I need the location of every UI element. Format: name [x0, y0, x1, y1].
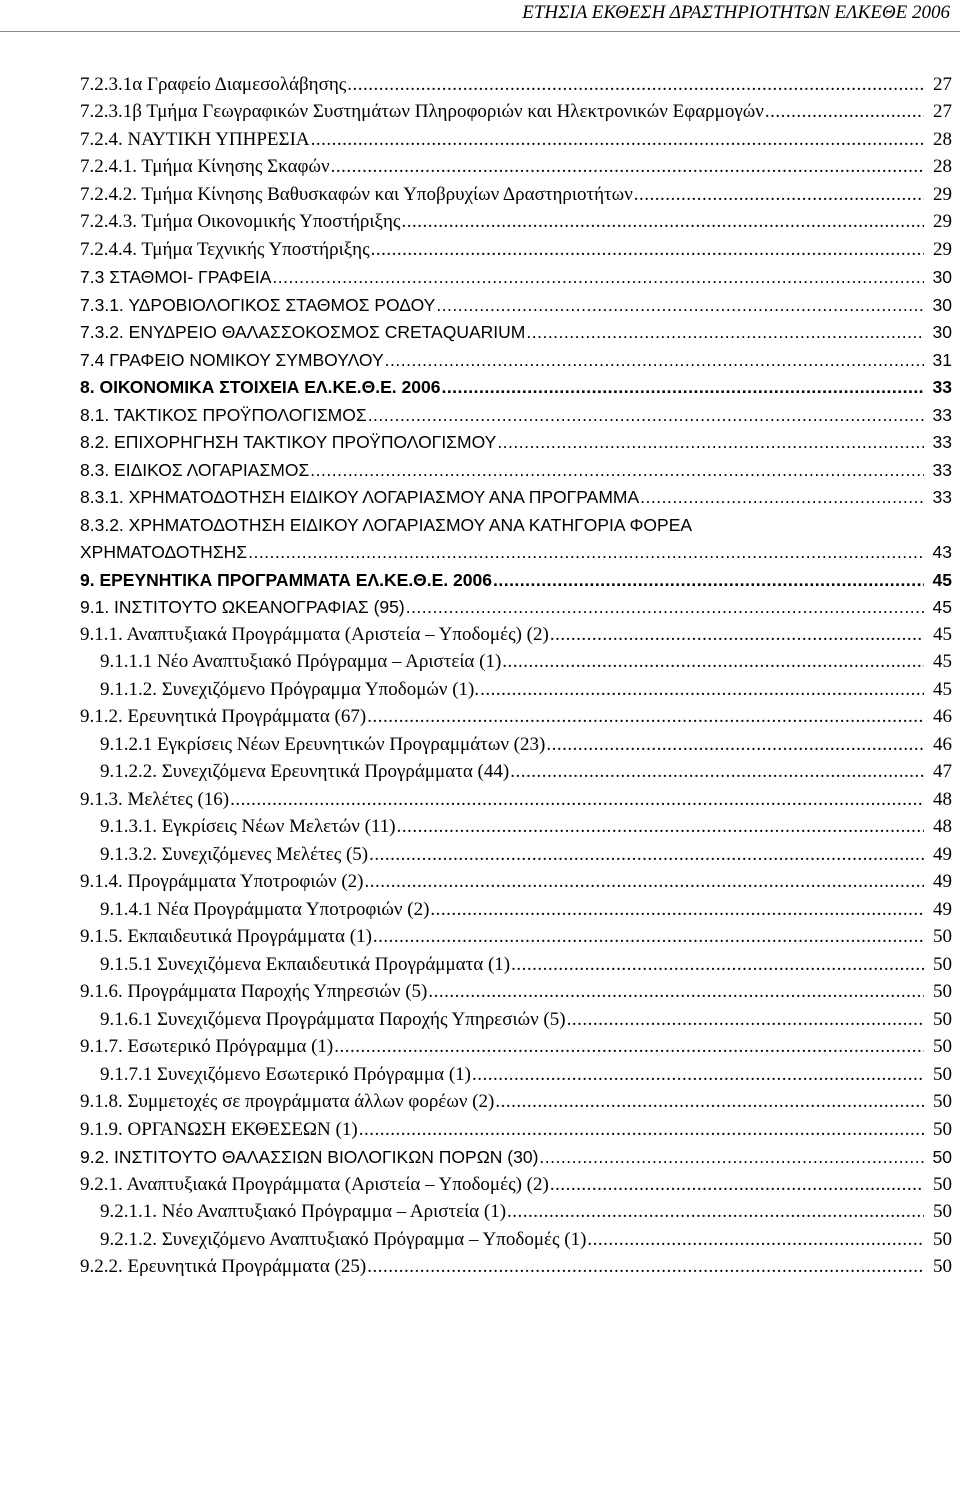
toc-entry-label: 9.1.2.1 Εγκρίσεις Νέων Ερευνητικών Προγραμμάτων (23) [100, 733, 546, 755]
toc-entry-label: 7.2.3.1α Γραφείο Διαμεσολάβησης [80, 73, 347, 95]
toc-page-number: 49 [933, 871, 952, 892]
toc-page-number: 45 [933, 651, 952, 672]
dot-leader [546, 732, 924, 758]
dot-leader [526, 319, 924, 345]
dot-leader [369, 842, 924, 868]
dot-leader [310, 457, 924, 483]
toc-entry[interactable] [0, 1143, 960, 1171]
toc-page-number: 31 [932, 349, 952, 370]
toc-entry-label: 7.2.3.1β Τμήμα Γεωγραφικών Συστημάτων Πληροφοριών και Ηλεκτρονικών Εφαρμογών [80, 101, 764, 122]
toc-entry-label: 9.1.2.2. Συνεχιζόμενα Ερευνητικά Προγράμματα (44) [100, 761, 510, 782]
toc-entry[interactable] [0, 1005, 960, 1033]
toc-page-number: 28 [933, 128, 952, 150]
toc-entry[interactable] [0, 98, 960, 126]
dot-leader [230, 787, 924, 813]
toc-entry[interactable] [0, 923, 960, 951]
dot-leader [765, 99, 924, 125]
toc-entry[interactable] [0, 125, 960, 153]
dot-leader [539, 1144, 924, 1170]
toc-entry-label: 7.2.4. ΝΑΥΤΙΚΗ ΥΠΗΡΕΣΙΑ [80, 128, 310, 150]
dot-leader [430, 897, 924, 923]
dot-leader [397, 814, 924, 840]
toc-entry-label: 9. ΕΡΕΥΝΗΤΙΚΑ ΠΡΟΓΡΑΜΜΑΤΑ ΕΛ.ΚΕ.Θ.Ε. 2006 [80, 569, 492, 590]
dot-leader [510, 759, 924, 785]
toc-page-number: 50 [933, 1173, 952, 1195]
toc-entry-label: 9.1.3. Μελέτες (16) [80, 788, 230, 810]
toc-entry[interactable] [0, 1225, 960, 1253]
toc-page-number: 49 [933, 898, 952, 920]
toc-page-number: 33 [932, 432, 952, 452]
toc-entry-label: 7.2.4.4. Τμήμα Τεχνικής Υποστήριξης [80, 238, 370, 260]
dot-leader [587, 1227, 924, 1253]
toc-entry[interactable] [0, 730, 960, 758]
dot-leader [497, 429, 924, 455]
toc-page-number: 50 [933, 1118, 952, 1140]
toc-entry-label: 8.1. ΤΑΚΤΙΚΟΣ ΠΡΟΫΠΟΛΟΓΙΣΜΟΣ [80, 404, 367, 425]
toc-entry-label: 8. ΟΙΚΟΝΟΜΙΚΑ ΣΤΟΙΧΕΙΑ ΕΛ.ΚΕ.Θ.Ε. 2006 [80, 377, 441, 397]
dot-leader [472, 1062, 924, 1088]
dot-leader [334, 1034, 924, 1060]
toc-entry-label: 8.2. ΕΠΙΧΟΡΗΓΗΣΗ ΤΑΚΤΙΚΟΥ ΠΡΟΫΠΟΛΟΓΙΣΜΟΥ [80, 432, 497, 452]
toc-entry[interactable] [0, 675, 960, 703]
toc-entry-label: 9.1.7. Εσωτερικό Πρόγραμμα (1) [80, 1036, 334, 1057]
dot-leader [436, 292, 924, 318]
toc-entry-label: 9.2. ΙΝΣΤΙΤΟΥΤΟ ΘΑΛΑΣΣΙΩΝ ΒΙΟΛΟΓΙΚΩΝ ΠΟΡΩΝ (30) [80, 1147, 539, 1167]
page-header: ΕΤΗΣΙΑ ΕΚΘΕΣΗ ΔΡΑΣΤΗΡΙΟΤΗΤΩΝ ΕΛΚΕΘΕ 2006 [522, 2, 950, 23]
toc-entry-label: 9.1.1.2. Συνεχιζόμενο Πρόγραμμα Υποδομών (1). [100, 678, 480, 700]
toc-entry-label: 8.3.2. ΧΡΗΜΑΤΟΔΟΤΗΣΗ ΕΙΔΙΚΟΥ ΛΟΓΑΡΙΑΣΜΟΥ ΑΝΑ ΚΑΤΗΓΟΡΙΑ ΦΟΡΕΑ [80, 515, 693, 535]
toc-page-number: 33 [932, 377, 952, 397]
toc-entry[interactable] [0, 235, 960, 263]
toc-page-number: 29 [933, 238, 952, 260]
dot-leader [368, 402, 924, 428]
toc-entry[interactable] [0, 703, 960, 731]
toc-page-number: 33 [932, 459, 952, 480]
toc-page-number: 50 [933, 1091, 952, 1112]
toc-entry-label: 9.2.1.2. Συνεχιζόμενο Αναπτυξιακό Πρόγραμμα – Υποδομές (1) [100, 1228, 587, 1250]
toc-page-number: 46 [933, 733, 952, 755]
toc-entry-label: 7.4 ΓΡΑΦΕΙΟ ΝΟΜΙΚΟΥ ΣΥΜΒΟΥΛΟΥ [80, 349, 384, 370]
dot-leader [550, 1172, 924, 1198]
toc-entry-label: 9.1.3.1. Εγκρίσεις Νέων Μελετών (11) [100, 816, 396, 837]
toc-entry[interactable] [0, 428, 960, 456]
toc-page-number: 50 [932, 1147, 952, 1167]
toc-page-number: 48 [933, 816, 952, 837]
toc-entry[interactable] [0, 758, 960, 786]
toc-page-number: 50 [933, 1063, 952, 1085]
toc-page-number: 49 [933, 843, 952, 865]
dot-leader [480, 677, 924, 703]
dot-leader [248, 539, 924, 565]
toc-entry-label: 7.2.4.2. Τμήμα Κίνησης Βαθυσκαφών και Υποβρυχίων Δραστηριοτήτων [80, 183, 633, 205]
toc-entry-label: 9.1.1.1 Νέο Αναπτυξιακό Πρόγραμμα – Αριστεία (1) [100, 651, 502, 672]
toc-entry[interactable] [0, 1088, 960, 1116]
dot-leader [634, 182, 924, 208]
toc-entry-label: 9.1.3.2. Συνεχιζόμενες Μελέτες (5) [100, 843, 369, 865]
toc-page-number: 50 [933, 1008, 952, 1030]
dot-leader [347, 72, 924, 98]
toc-entry-label: 9.1.6.1 Συνεχιζόμενα Προγράμματα Παροχής Υπηρεσιών (5) [100, 1008, 566, 1030]
toc-entry-label: 7.3.2. ΕΝΥΔΡΕΙΟ ΘΑΛΑΣΣΟΚΟΣΜΟΣ CRETAQUARIUM [80, 322, 526, 342]
toc-entry[interactable] [0, 455, 960, 483]
toc-entry[interactable] [0, 1253, 960, 1281]
dot-leader [567, 1007, 924, 1033]
toc-entry[interactable] [0, 868, 960, 896]
toc-entry[interactable] [0, 1170, 960, 1198]
dot-leader [331, 154, 924, 180]
toc-entry[interactable] [0, 895, 960, 923]
toc-page-number: 50 [933, 1228, 952, 1250]
toc-entry[interactable] [0, 813, 960, 841]
dot-leader [441, 374, 924, 400]
toc-page-number: 27 [933, 101, 952, 122]
toc-entry[interactable] [0, 978, 960, 1006]
toc-entry-label: 7.2.4.3. Τμήμα Οικονομικής Υποστήριξης [80, 211, 401, 232]
dot-leader [428, 979, 924, 1005]
dot-leader [406, 594, 924, 620]
toc-page-number: 28 [933, 156, 952, 177]
toc-entry[interactable] [0, 648, 960, 676]
toc-page-number: 30 [932, 294, 952, 315]
toc-entry[interactable] [0, 620, 960, 648]
toc-entry[interactable] [0, 318, 960, 346]
toc-page-number: 50 [933, 953, 952, 975]
toc-entry-label: 9.1. ΙΝΣΤΙΤΟΥΤΟ ΩΚΕΑΝΟΓΡΑΦΙΑΣ (95) [80, 597, 405, 617]
toc-entry-label: 7.3 ΣΤΑΘΜΟΙ- ΓΡΑΦΕΙΑ [80, 267, 272, 287]
toc-entry-label: 9.1.5.1 Συνεχιζόμενα Εκπαιδευτικά Προγράμματα (1) [100, 953, 511, 975]
toc-entry[interactable] [0, 840, 960, 868]
toc-entry-label: 9.1.4.1 Νέα Προγράμματα Υποτροφιών (2) [100, 898, 430, 920]
dot-leader [401, 209, 924, 235]
dot-leader [495, 1089, 924, 1115]
dot-leader [385, 347, 924, 373]
toc-entry-label: 9.1.1. Αναπτυξιακά Προγράμματα (Αριστεία – Υποδομές) (2) [80, 623, 549, 645]
toc-entry-label-continued: ΧΡΗΜΑΤΟΔΟΤΗΣΗΣ [80, 542, 248, 562]
toc-entry-label: 9.2.1.1. Νέο Αναπτυξιακό Πρόγραμμα – Αριστεία (1) [100, 1201, 507, 1222]
toc-entry[interactable] [0, 263, 960, 291]
toc-entry[interactable] [0, 1115, 960, 1143]
toc-entry-label: 9.1.6. Προγράμματα Παροχής Υπηρεσιών (5) [80, 981, 428, 1002]
dot-leader [371, 237, 924, 263]
toc-entry-label: 7.2.4.1. Τμήμα Κίνησης Σκαφών [80, 156, 330, 177]
toc-entry[interactable] [0, 483, 960, 511]
toc-page-number: 45 [933, 623, 952, 645]
toc-page-number: 50 [933, 981, 952, 1002]
toc-entry[interactable] [0, 400, 960, 428]
toc-page-number: 43 [932, 542, 952, 562]
toc-page-number: 48 [933, 788, 952, 810]
toc-page-number: 45 [932, 597, 952, 617]
toc-page-number: 27 [933, 73, 952, 95]
dot-leader [511, 952, 924, 978]
dot-leader [272, 264, 924, 290]
toc-entry-label: 7.3.1. ΥΔΡΟΒΙΟΛΟΓΙΚΟΣ ΣΤΑΘΜΟΣ ΡΟΔΟΥ [80, 294, 436, 315]
dot-leader [373, 924, 924, 950]
toc-page-number: 45 [933, 678, 952, 700]
toc-entry[interactable] [0, 565, 960, 593]
toc-entry[interactable] [0, 180, 960, 208]
toc-entry[interactable] [0, 345, 960, 373]
toc-entry-label: 8.3.1. ΧΡΗΜΑΤΟΔΟΤΗΣΗ ΕΙΔΙΚΟΥ ΛΟΓΑΡΙΑΣΜΟΥ ΑΝΑ ΠΡΟΓΡΑΜΜΑ [80, 487, 640, 507]
toc-entry[interactable] [0, 153, 960, 181]
toc-page-number: 45 [932, 569, 952, 590]
toc-entry-label: 8.3. ΕΙΔΙΚΟΣ ΛΟΓΑΡΙΑΣΜΟΣ [80, 459, 310, 480]
toc-entry[interactable] [0, 208, 960, 236]
toc-entry[interactable] [0, 785, 960, 813]
toc-page-number: 50 [933, 1036, 952, 1057]
toc-entry-label: 9.1.4. Προγράμματα Υποτροφιών (2) [80, 871, 364, 892]
dot-leader [507, 1199, 924, 1225]
toc-page-number: 29 [933, 211, 952, 232]
dot-leader [640, 484, 924, 510]
toc-entry-label: 9.1.9. ΟΡΓΑΝΩΣΗ ΕΚΘΕΣΕΩΝ (1) [80, 1118, 358, 1140]
toc-page-number: 33 [932, 487, 952, 507]
toc-entry[interactable] [0, 70, 960, 98]
toc-entry[interactable] [0, 1033, 960, 1061]
toc-page-number: 29 [933, 183, 952, 205]
toc-entry-label: 9.2.1. Αναπτυξιακά Προγράμματα (Αριστεία – Υποδομές) (2) [80, 1173, 549, 1195]
toc-entry[interactable] [0, 1198, 960, 1226]
dot-leader [493, 567, 924, 593]
header-rule [0, 31, 960, 32]
dot-leader [502, 649, 924, 675]
toc-entry[interactable] [0, 290, 960, 318]
toc-entry-label: 9.2.2. Ερευνητικά Προγράμματα (25) [80, 1256, 367, 1277]
toc-page-number: 50 [933, 1256, 952, 1277]
toc-entry[interactable] [0, 950, 960, 978]
toc-page-number: 46 [933, 706, 952, 727]
toc-page-number: 47 [933, 761, 952, 782]
toc-entry[interactable] [0, 373, 960, 401]
dot-leader [367, 704, 924, 730]
toc-page-number: 50 [933, 926, 952, 947]
dot-leader [367, 1254, 924, 1280]
toc-entry-label: 9.1.7.1 Συνεχιζόμενο Εσωτερικό Πρόγραμμα (1) [100, 1063, 472, 1085]
toc-page-number: 30 [932, 322, 952, 342]
dot-leader [550, 622, 924, 648]
dot-leader [365, 869, 924, 895]
toc-entry[interactable] [0, 1060, 960, 1088]
toc-page-number: 30 [932, 267, 952, 287]
dot-leader [311, 127, 924, 153]
toc-page-number: 33 [932, 404, 952, 425]
table-of-contents [0, 70, 960, 1280]
toc-entry[interactable] [0, 510, 960, 565]
toc-entry-label: 9.1.5. Εκπαιδευτικά Προγράμματα (1) [80, 926, 372, 947]
toc-entry[interactable] [0, 593, 960, 621]
toc-entry-label: 9.1.2. Ερευνητικά Προγράμματα (67) [80, 706, 367, 727]
toc-page-number: 50 [933, 1201, 952, 1222]
dot-leader [359, 1117, 924, 1143]
toc-entry-label: 9.1.8. Συμμετοχές σε προγράμματα άλλων φορέων (2) [80, 1091, 495, 1112]
